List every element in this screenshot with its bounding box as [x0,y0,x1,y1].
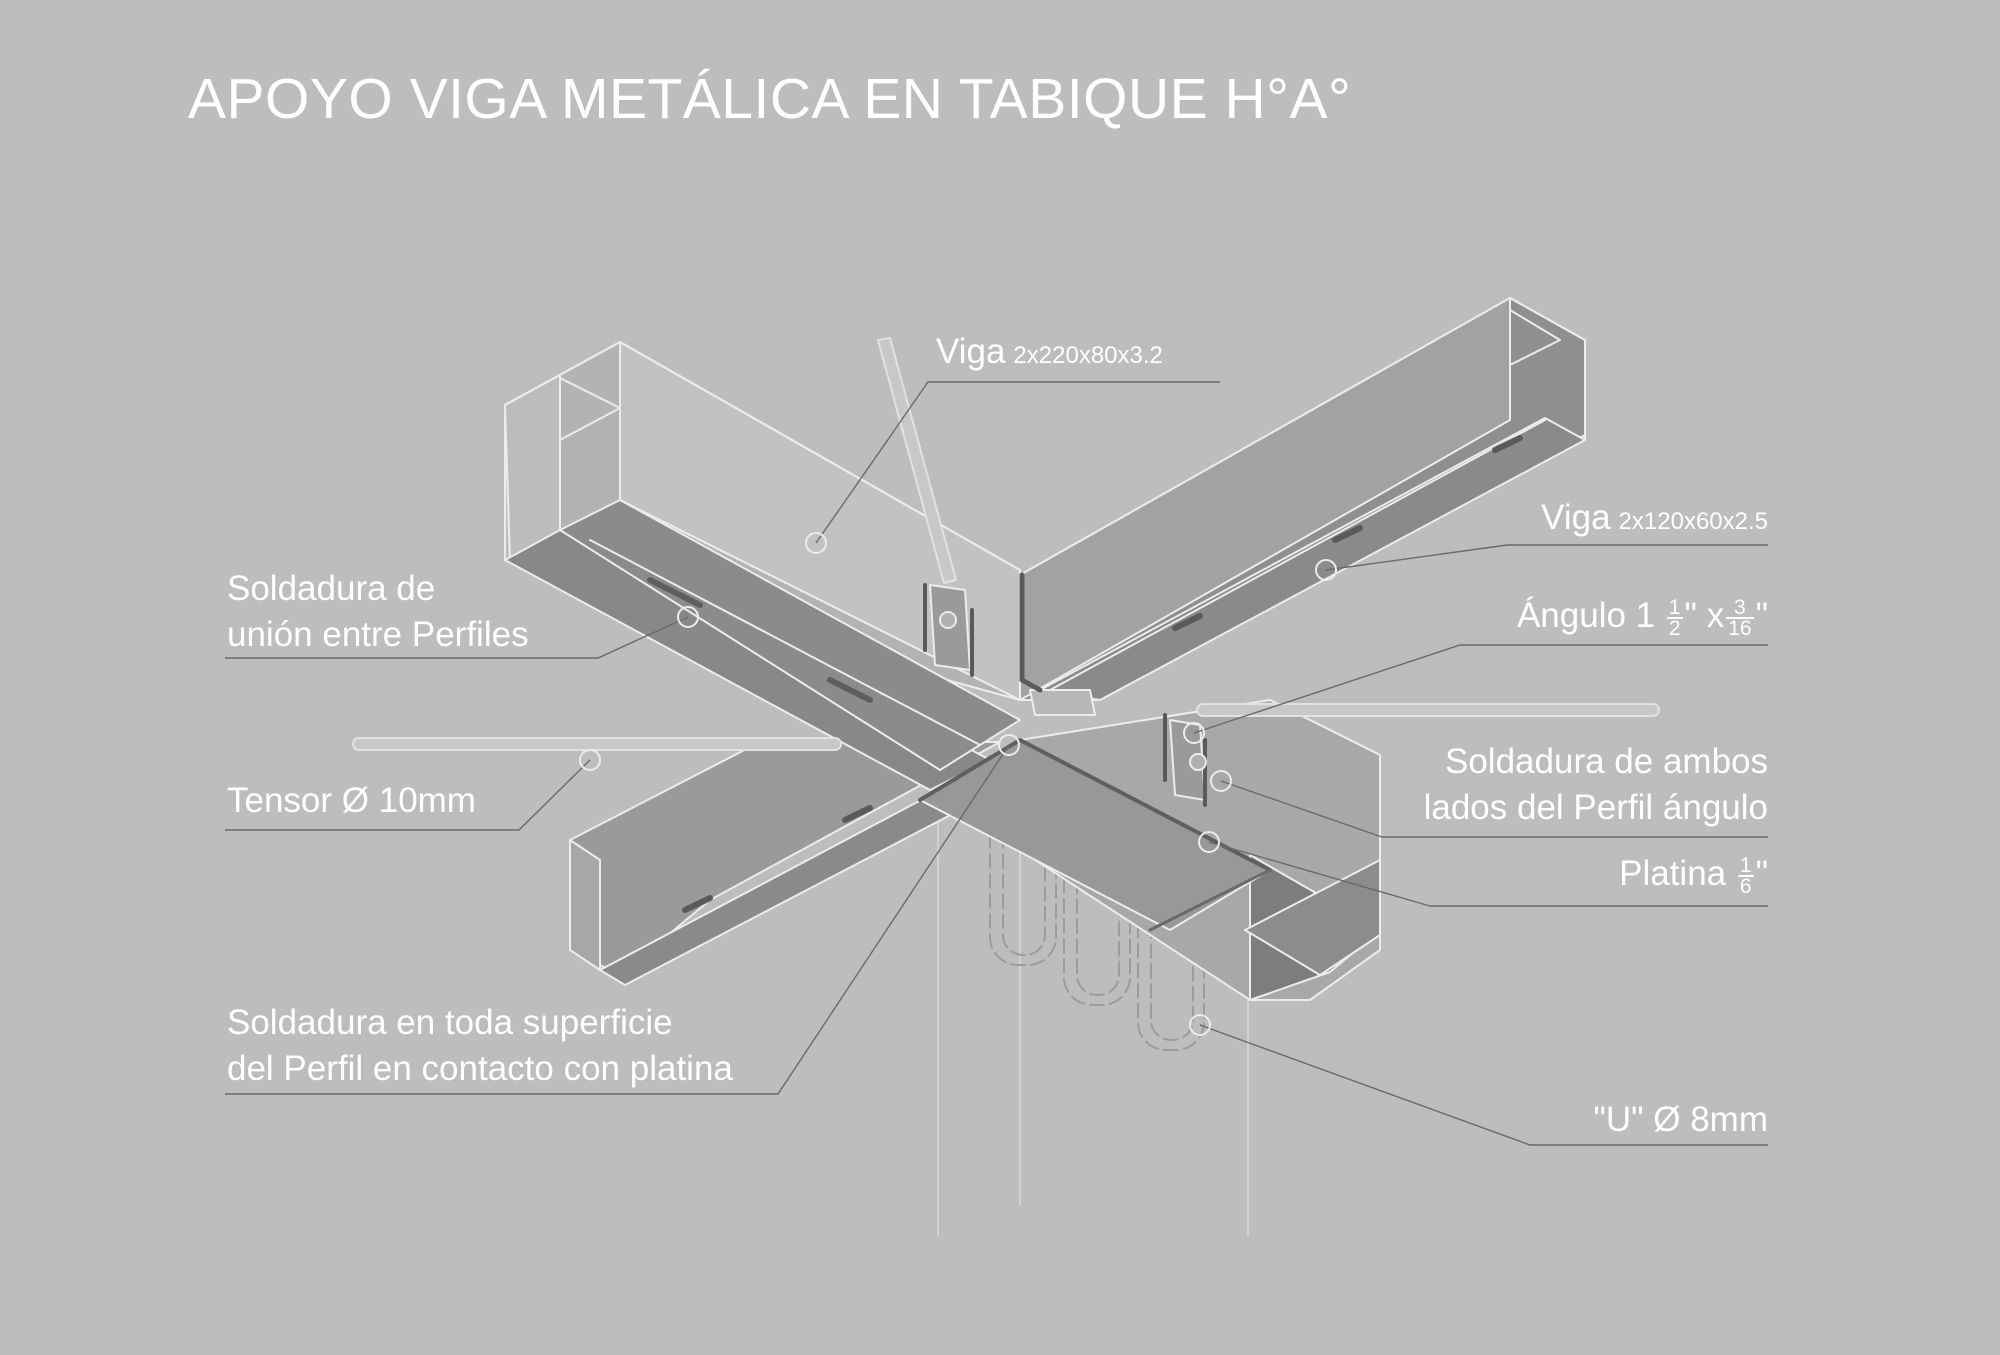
platina-numerator: 1 [1739,853,1752,877]
label-angulo-fraction-1 [1667,595,1683,640]
label-soldadura-ambos-line2: lados del Perfil ángulo [1423,788,1768,827]
label-soldadura-ambos-line1: Soldadura de ambos [1445,742,1768,781]
label-viga-upper [936,329,1163,379]
label-viga-right [1541,495,1768,545]
label-viga-upper-text: Viga [936,332,1006,371]
label-angulo-prefix: Ángulo 1 [1516,596,1656,635]
label-viga-right-text: Viga [1541,498,1611,537]
label-platina-prefix: Platina [1619,854,1727,893]
page-title: APOYO VIGA METÁLICA EN TABIQUE H°A° [188,67,1352,131]
label-soldadura-union-line2: unión entre Perfiles [227,615,529,654]
label-soldadura-superficie-line2: del Perfil en contacto con platina [227,1049,733,1088]
label-platina-suffix: " [1755,854,1768,893]
fraction-1-denominator: 2 [1668,616,1681,640]
label-soldadura-ambos [1424,739,1768,831]
label-soldadura-union [227,566,529,658]
label-soldadura-union-line1: Soldadura de [227,569,436,608]
label-viga-right-dim: 2x120x60x2.5 [1618,508,1768,535]
label-u-bar: "U" Ø 8mm [1593,1100,1768,1139]
label-angulo [1517,593,1768,639]
fraction-2-denominator: 16 [1728,616,1752,640]
label-soldadura-superficie-line1: Soldadura en toda superficie [227,1003,673,1042]
label-angulo-fraction-2 [1726,595,1753,640]
label-angulo-suffix: " [1755,596,1768,635]
fraction-1-numerator: 1 [1668,595,1681,619]
label-soldadura-superficie [227,1000,733,1092]
label-platina [1619,851,1768,897]
label-viga-upper-dim: 2x220x80x3.2 [1013,342,1163,369]
platina-denominator: 6 [1739,874,1752,898]
label-platina-fraction [1738,853,1754,898]
fraction-2-numerator: 3 [1726,598,1753,619]
label-angulo-mid: " x [1684,596,1725,635]
label-tensor: Tensor Ø 10mm [227,781,476,820]
